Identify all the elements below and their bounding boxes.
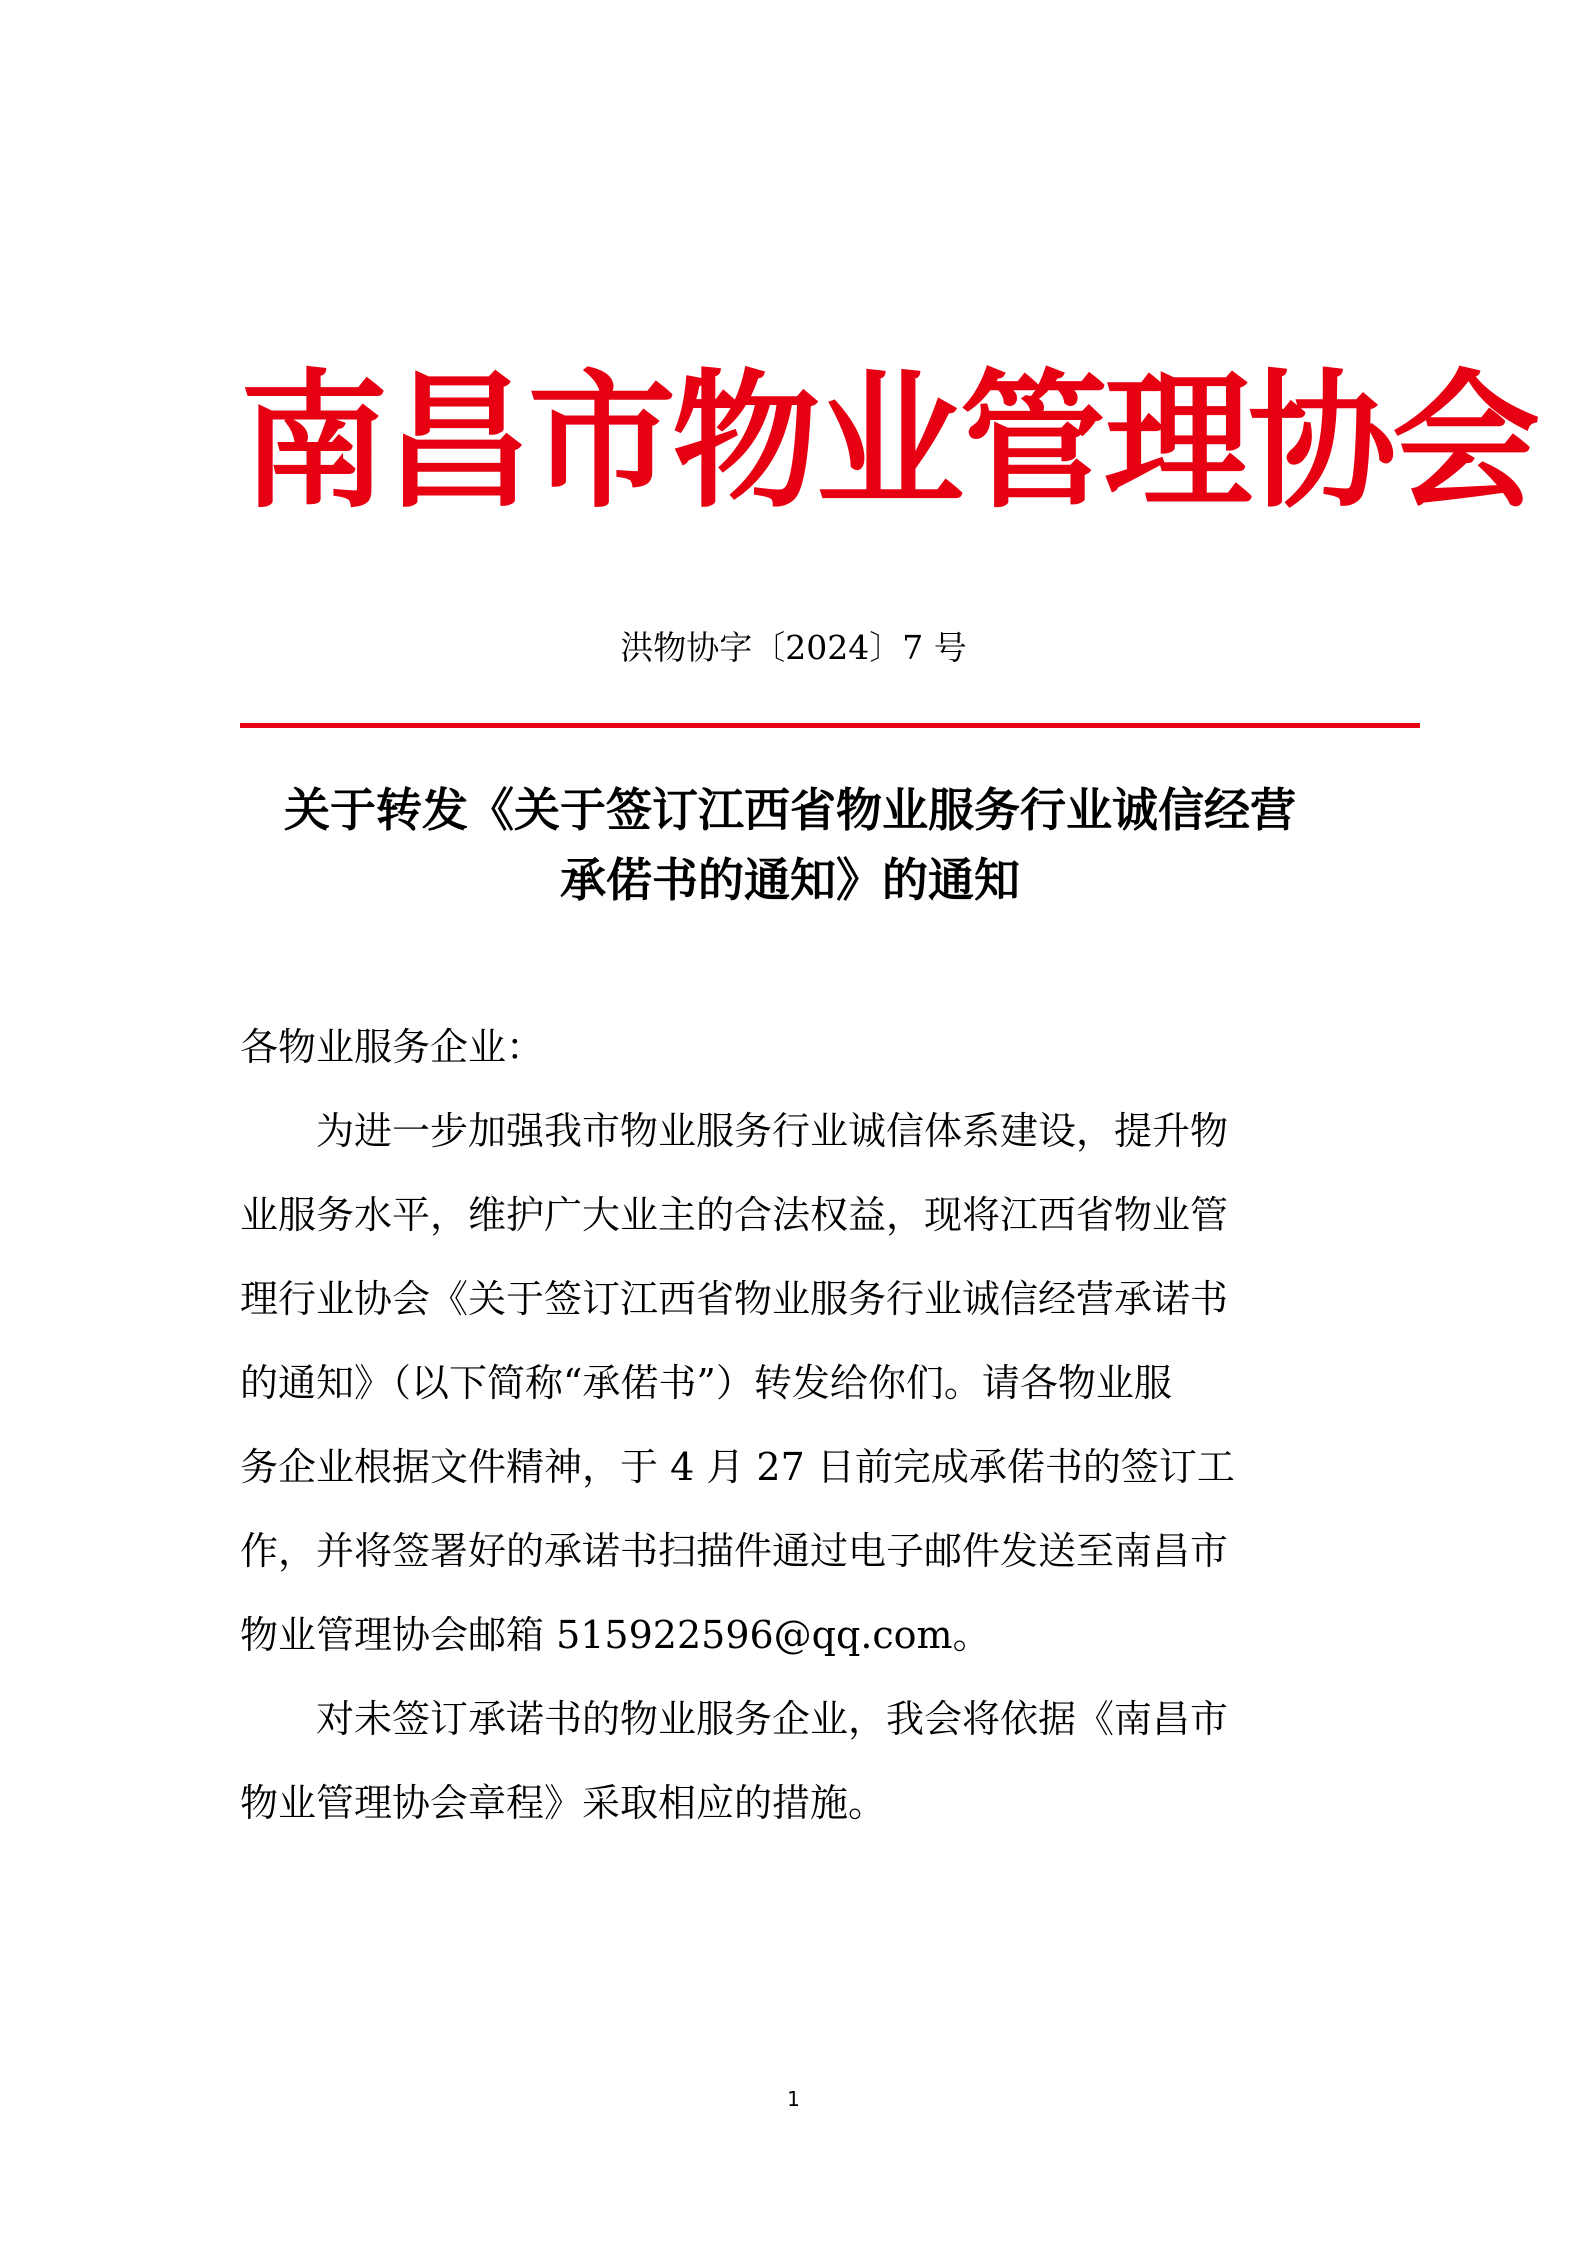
organization-header: 南昌市物业管理协会 [240,356,1536,528]
salutation: 各物业服务企业： [240,1025,545,1069]
body-line: 为进一步加强我市物业服务行业诚信体系建设，提升物 [240,1109,1229,1153]
body-line: 物业管理协会邮箱 515922596@qq.com。 [240,1613,991,1657]
body-line: 业服务水平，维护广大业主的合法权益，现将江西省物业管 [240,1193,1229,1237]
document-title [240,775,1340,915]
document-title-line-1: 关于转发《关于签订江西省物业服务行业诚信经营 [284,783,1296,837]
document-title-line-2: 承偌书的通知》的通知 [560,853,1020,907]
document-number: 洪物协字〔2024〕7 号 [620,628,967,667]
body-line: 务企业根据文件精神，于 4 月 27 日前完成承偌书的签订工 [240,1445,1235,1489]
document-body [240,1005,1360,1845]
body-line: 作，并将签署好的承诺书扫描件通过电子邮件发送至南昌市 [240,1529,1229,1573]
page-number: 1 [787,2087,800,2111]
body-line: 的通知》（以下简称“承偌书”）转发给你们。请各物业服 [240,1361,1172,1405]
red-divider-line [240,723,1420,728]
body-line: 物业管理协会章程》采取相应的措施。 [240,1781,887,1825]
body-line: 对未签订承诺书的物业服务企业，我会将依据《南昌市 [240,1697,1229,1741]
body-line: 理行业协会《关于签订江西省物业服务行业诚信经营承诺书 [240,1277,1229,1321]
